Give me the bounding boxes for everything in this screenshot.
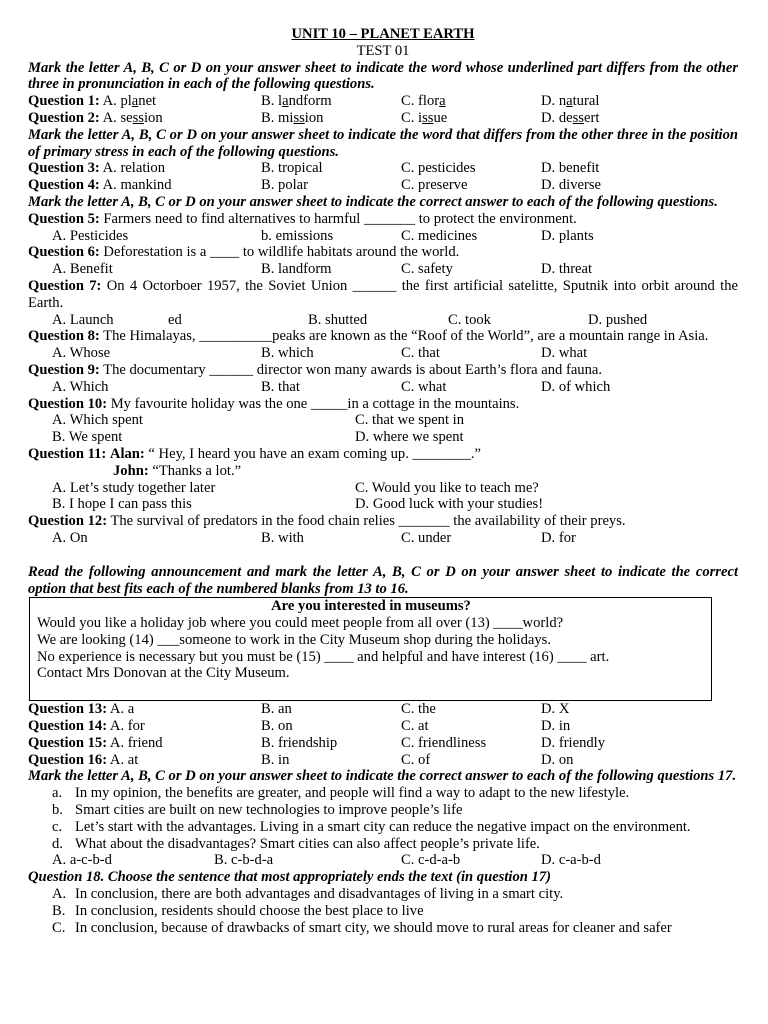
option-c[interactable]: C. that (401, 345, 440, 362)
question-8 (28, 328, 738, 345)
option-c[interactable]: C. under (401, 529, 452, 546)
option-b[interactable]: B. polar (261, 177, 309, 194)
worksheet (28, 26, 738, 936)
page-subtitle: TEST 01 (356, 42, 410, 59)
item-text: What about the disadvantages? Smart cities can also affect people’s private life. (75, 835, 540, 852)
option-a[interactable]: A. Which (52, 378, 109, 395)
question-13 (28, 701, 738, 718)
option-b[interactable]: B. in (261, 751, 290, 768)
item-label: b. (52, 802, 63, 819)
option-a[interactable]: A. friend (107, 734, 163, 751)
option-a[interactable]: A. Whose (52, 345, 111, 362)
question-1 (28, 93, 738, 110)
question-label: Question 5: (28, 210, 100, 227)
option-c[interactable] (28, 920, 738, 937)
option-b[interactable]: B. We spent (52, 429, 123, 446)
sentence-item (28, 819, 738, 836)
option-b[interactable]: B. landform (261, 261, 332, 278)
page-title: UNIT 10 – PLANET EARTH (291, 26, 475, 42)
item-label: c. (52, 818, 63, 835)
option-a[interactable]: A. Which spent (52, 412, 143, 429)
option-a[interactable]: A. Pesticides (52, 227, 129, 244)
option-b[interactable]: B. with (261, 529, 304, 546)
speaker-alan: Alan: (109, 445, 145, 462)
item-text: Let’s start with the advantages. Living in a smart city can reduce the negative impact on the environment. (75, 818, 691, 835)
announcement-line: Would you like a holiday job where you could meet people from all over (13) ____world? (37, 615, 564, 632)
instruction-announcement: Read the following announcement and mark the letter A, B, C or D on your answer sheet to indicate the correct option that best fits each of the numbered blanks from 13 to 16. (28, 563, 738, 597)
instruction-stress: Mark the letter A, B, C or D on your answer sheet to indicate the word that differs from the other three in the position of primary stress in each of the following questions. (28, 126, 738, 160)
option-c[interactable]: C. at (401, 718, 429, 735)
option-c[interactable]: C. Would you like to teach me? (355, 479, 539, 496)
item-label: a. (52, 785, 63, 802)
question-label: Question 7: (28, 277, 102, 294)
question-label: Question 3: (28, 160, 100, 177)
question-text: My favourite holiday was the one _____in a cottage in the mountains. (107, 395, 520, 412)
question-label: Question 12: (28, 513, 108, 530)
option-d[interactable]: D. for (541, 529, 576, 546)
question-9-options (28, 379, 738, 396)
option-d[interactable]: D. dessert (541, 109, 600, 126)
question-11-options-row2 (28, 496, 738, 513)
question-text: The Himalayas, __________peaks are known as the “Roof of the World”, are a mountain range in Asia. (99, 328, 709, 345)
option-b[interactable] (28, 903, 738, 920)
question-label: Question 9: (28, 361, 100, 378)
announcement-line: Contact Mrs Donovan at the City Museum. (37, 665, 290, 682)
option-b[interactable]: B. tropical (261, 160, 323, 177)
option-c[interactable]: C. safety (401, 261, 453, 278)
option-c[interactable]: C. medicines (401, 227, 478, 244)
option-c[interactable]: C. took (448, 311, 491, 328)
option-c[interactable]: C. that we spent in (355, 412, 465, 429)
instruction-question-17: Mark the letter A, B, C or D on your answer sheet to indicate the correct answer to each of the following questions 17. (28, 768, 737, 785)
announcement-line: We are looking (14) ___someone to work in the City Museum shop during the holidays. (37, 631, 551, 648)
option-a[interactable]: A. mankind (102, 177, 172, 194)
question-15 (28, 735, 738, 752)
question-17-options (28, 852, 738, 869)
question-text: On 4 Octorboer 1957, the Soviet Union ______ the first artificial satelitte, Sputnik into orbit around the Earth. (28, 277, 738, 311)
option-a[interactable]: A. planet (102, 93, 157, 110)
question-text: Farmers need to find alternatives to harmful _______ to protect the environment. (99, 210, 577, 227)
option-a[interactable]: A. Let’s study together later (52, 479, 216, 496)
question-7 (28, 278, 738, 312)
question-16 (28, 752, 738, 769)
question-4 (28, 177, 738, 194)
question-label: Question 2: (28, 109, 100, 126)
option-d[interactable]: D. plants (541, 227, 594, 244)
item-text: Smart cities are built on new technologies to improve people’s life (75, 802, 463, 819)
option-c[interactable]: C. preserve (401, 177, 468, 194)
question-2 (28, 110, 738, 127)
announcement-line: No experience is necessary but you must be (15) ____ and helpful and have interest (16) ____ art. (37, 648, 610, 665)
alan-line: “ Hey, I heard you have an exam coming up. ________.” (144, 445, 482, 462)
option-c[interactable]: C. the (401, 701, 436, 718)
question-6 (28, 244, 738, 261)
option-a[interactable] (28, 886, 738, 903)
question-text: Deforestation is a ____ to wildlife habitats around the world. (99, 244, 460, 261)
option-d[interactable]: D. c-a-b-d (541, 852, 601, 869)
question-text: The documentary ______ director won many awards is about Earth’s flora and fauna. (99, 361, 603, 378)
question-11 (28, 446, 738, 463)
option-c[interactable]: C. what (401, 378, 447, 395)
option-a[interactable]: A. at (107, 751, 139, 768)
option-d[interactable]: D. where we spent (355, 429, 464, 446)
question-12-options (28, 530, 738, 547)
option-d[interactable]: D. in (541, 718, 571, 735)
option-a-suffix: ed (168, 311, 182, 328)
option-c[interactable]: C. c-d-a-b (401, 852, 461, 869)
question-10-options-row1 (28, 412, 738, 429)
instruction-pronunciation: Mark the letter A, B, C or D on your answer sheet to indicate the word whose underlined part differs from the other three in pronunciation in each of the following questions. (28, 59, 738, 93)
item-label: d. (52, 835, 63, 852)
item-text: In conclusion, residents should choose the best place to live (75, 902, 424, 919)
question-6-options (28, 261, 738, 278)
option-c[interactable]: C. friendliness (401, 734, 487, 751)
option-c[interactable]: C. pesticides (401, 160, 476, 177)
option-b[interactable]: B. mission (261, 109, 324, 126)
item-label: B. (52, 902, 66, 919)
option-a[interactable]: A. session (102, 109, 163, 126)
question-9 (28, 362, 738, 379)
sentence-item (28, 785, 738, 802)
option-c[interactable]: C. of (401, 751, 431, 768)
question-10-options-row2 (28, 429, 738, 446)
option-b[interactable]: B. shutted (308, 311, 368, 328)
question-label: Question 6: (28, 244, 100, 261)
option-b[interactable]: b. emissions (261, 227, 334, 244)
option-b[interactable]: B. I hope I can pass this (52, 496, 192, 513)
option-a[interactable]: A. relation (102, 160, 166, 177)
option-b[interactable]: B. an (261, 701, 292, 718)
john-line: “Thanks a lot.” (148, 462, 242, 479)
question-label: Question 16: (28, 751, 108, 768)
option-b[interactable]: B. friendship (261, 734, 338, 751)
option-a[interactable]: A. On (52, 529, 88, 546)
speaker-john: John: (113, 462, 149, 479)
option-b[interactable]: B. which (261, 345, 314, 362)
question-11-options-row1 (28, 480, 738, 497)
question-5-options (28, 228, 738, 245)
question-label: Question 14: (28, 718, 108, 735)
option-d[interactable]: D. benefit (541, 160, 600, 177)
option-a[interactable]: A. a-c-b-d (52, 852, 112, 869)
question-label: Question 1: (28, 93, 100, 110)
question-5 (28, 211, 738, 228)
question-label: Question 13: (28, 701, 108, 718)
option-d[interactable]: D. of which (541, 378, 611, 395)
option-a[interactable]: A. Launch (52, 311, 114, 328)
question-18-label: Question 18. Choose the sentence that most appropriately ends the text (in question 17) (28, 869, 551, 886)
option-d[interactable]: D. X (541, 701, 570, 718)
item-text: In conclusion, because of drawbacks of smart city, we should move to rural areas for cleaner and safer (75, 919, 672, 936)
option-d[interactable]: D. threat (541, 261, 593, 278)
question-label: Question 4: (28, 177, 100, 194)
sentence-item (28, 802, 738, 819)
question-7-options (28, 312, 738, 329)
option-d[interactable]: D. on (541, 751, 574, 768)
option-d[interactable]: D. friendly (541, 734, 606, 751)
question-label: Question 8: (28, 328, 100, 345)
option-c[interactable]: C. flora (401, 93, 446, 110)
question-10 (28, 396, 738, 413)
instruction-correct-answer: Mark the letter A, B, C or D on your answer sheet to indicate the correct answer to each of the following questions. (28, 193, 718, 210)
item-text: In my opinion, the benefits are greater, and people will find a way to adapt to the new lifestyle. (75, 785, 630, 802)
option-a[interactable]: A. for (107, 718, 145, 735)
option-b[interactable]: B. on (261, 718, 293, 735)
question-label: Question 11: (28, 445, 107, 462)
question-label: Question 15: (28, 734, 108, 751)
question-3 (28, 160, 738, 177)
option-a[interactable]: A. Benefit (52, 261, 113, 278)
option-d[interactable]: D. pushed (588, 311, 648, 328)
announcement-title: Are you interested in museums? (271, 598, 471, 615)
option-b[interactable]: B. that (261, 378, 300, 395)
question-12 (28, 513, 738, 530)
question-11-john (28, 463, 738, 480)
option-c[interactable]: C. issue (401, 109, 448, 126)
question-8-options (28, 345, 738, 362)
option-d[interactable]: D. diverse (541, 177, 601, 194)
item-label: A. (52, 886, 67, 903)
announcement-box (29, 597, 712, 701)
option-d[interactable]: D. natural (541, 93, 600, 110)
item-text: In conclusion, there are both advantages and disadvantages of living in a smart city. (75, 886, 564, 903)
question-14 (28, 718, 738, 735)
question-text: The survival of predators in the food chain relies _______ the availability of their preys. (107, 513, 626, 530)
sentence-item (28, 836, 738, 853)
option-d[interactable]: D. Good luck with your studies! (355, 496, 544, 513)
item-label: C. (52, 919, 66, 936)
option-b[interactable]: B. c-b-d-a (214, 852, 274, 869)
option-b[interactable]: B. landform (261, 93, 332, 110)
option-a[interactable]: A. a (107, 701, 135, 718)
question-label: Question 10: (28, 395, 108, 412)
option-d[interactable]: D. what (541, 345, 588, 362)
